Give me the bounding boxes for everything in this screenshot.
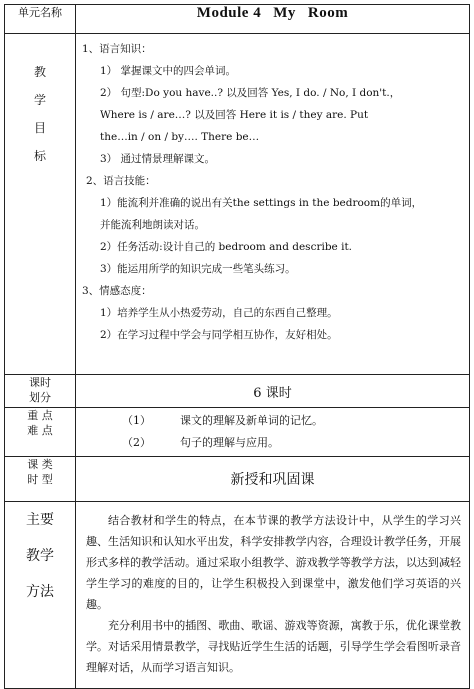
title-word-my: My [273, 5, 296, 21]
unit-label: 单元名称 [5, 5, 76, 34]
objectives-label-char: 学 [33, 93, 46, 107]
method-row [5, 502, 470, 689]
hours-label [5, 375, 76, 408]
section-title-skills: 2、语言技能： [86, 175, 156, 187]
section-title-attitude: 3、情感态度： [82, 285, 152, 297]
lesson-type-label-line: 课 类 [27, 458, 53, 471]
objectives-label-char: 标 [33, 149, 46, 163]
hours-value: 6 课时 [76, 375, 470, 408]
objectives-label [5, 34, 76, 375]
lesson-plan-table [4, 4, 470, 689]
knowledge-item: Where is / are…? 以及回答 Here it is / they are. Put [100, 109, 369, 121]
attitude-item: 2）在学习过程中学会与同学相互协作，友好相处。 [100, 329, 338, 341]
key-points-label [5, 408, 76, 457]
attitude-item: 1）培养学生从小热爱劳动，自己的东西自己整理。 [100, 307, 338, 319]
skills-item: 1）能流利并准确的说出有关the settings in the bedroom的单词， [100, 197, 423, 209]
module-name: Module 4 [196, 5, 262, 21]
key-point-text: 句子的理解与应用。 [180, 436, 279, 449]
unit-row [5, 5, 470, 34]
method-label [5, 502, 76, 689]
key-point-text: 课文的理解及新单词的记忆。 [180, 414, 323, 427]
skills-item: 3）能运用所学的知识完成一些笔头练习。 [100, 263, 296, 275]
key-points-row [5, 408, 470, 457]
knowledge-item: 3） 通过情景理解课文。 [100, 153, 216, 165]
skills-item: 2）任务活动:设计自己的 bedroom and describe it. [100, 241, 353, 253]
lesson-type-label [5, 457, 76, 502]
hours-label-line: 课时 [29, 376, 51, 389]
method-label-line: 主要 [26, 512, 54, 528]
unit-title [76, 5, 470, 34]
section-title-knowledge: 1、语言知识： [82, 43, 152, 55]
skills-item: 并能流利地朗读对话。 [100, 219, 205, 231]
key-points-label-line: 重 点 [27, 409, 53, 422]
lesson-plan-sheet [4, 4, 470, 672]
objectives-content [76, 34, 470, 375]
key-point-item [76, 410, 469, 432]
key-point-item [76, 432, 469, 454]
objectives-row [5, 34, 470, 375]
key-point-number: （1） [122, 414, 151, 427]
hours-row [5, 375, 470, 408]
lesson-type-value: 新授和巩固课 [76, 457, 470, 502]
knowledge-item: 2） 句型:Do you have..? 以及回答 Yes, I do. / No, I don't.， [100, 87, 401, 99]
title-word-room: Room [307, 5, 349, 21]
objectives-label-char: 目 [33, 121, 46, 135]
knowledge-item: 1） 掌握课文中的四会单词。 [100, 65, 237, 77]
method-content [76, 502, 470, 689]
key-points-label-line: 难 点 [27, 424, 53, 437]
method-label-line: 方法 [26, 584, 54, 600]
knowledge-item: the…in / on / by…. There be… [100, 131, 260, 143]
hours-label-line: 划分 [29, 391, 51, 404]
objectives-label-char: 教 [33, 65, 46, 79]
lesson-type-row [5, 457, 470, 502]
method-paragraph: 充分利用书中的插图、歌曲、歌谣、游戏等资源，寓教于乐，优化课堂教学。对话采用情景教学，寻找贴近学生生活的话题，引导学生学会看图听录音理解对话，从而学习语言知识。 [86, 619, 461, 674]
method-paragraph: 结合教材和学生的特点，在本节课的教学方法设计中，从学生的学习兴趣、生活知识和认知水平出发，科学安排教学内容，合理设计教学任务，开展形式多样的教学活动。通过采取小组教学、游戏教学等教学方法，以达到减轻学生学习的难度的目的，让学生积极投入到课堂中，激发他们学习英语的兴趣。 [86, 514, 461, 611]
key-points-content [76, 408, 470, 457]
key-point-number: （2） [122, 436, 151, 449]
method-label-line: 教学 [26, 548, 54, 564]
lesson-type-label-line: 时 型 [27, 473, 53, 486]
